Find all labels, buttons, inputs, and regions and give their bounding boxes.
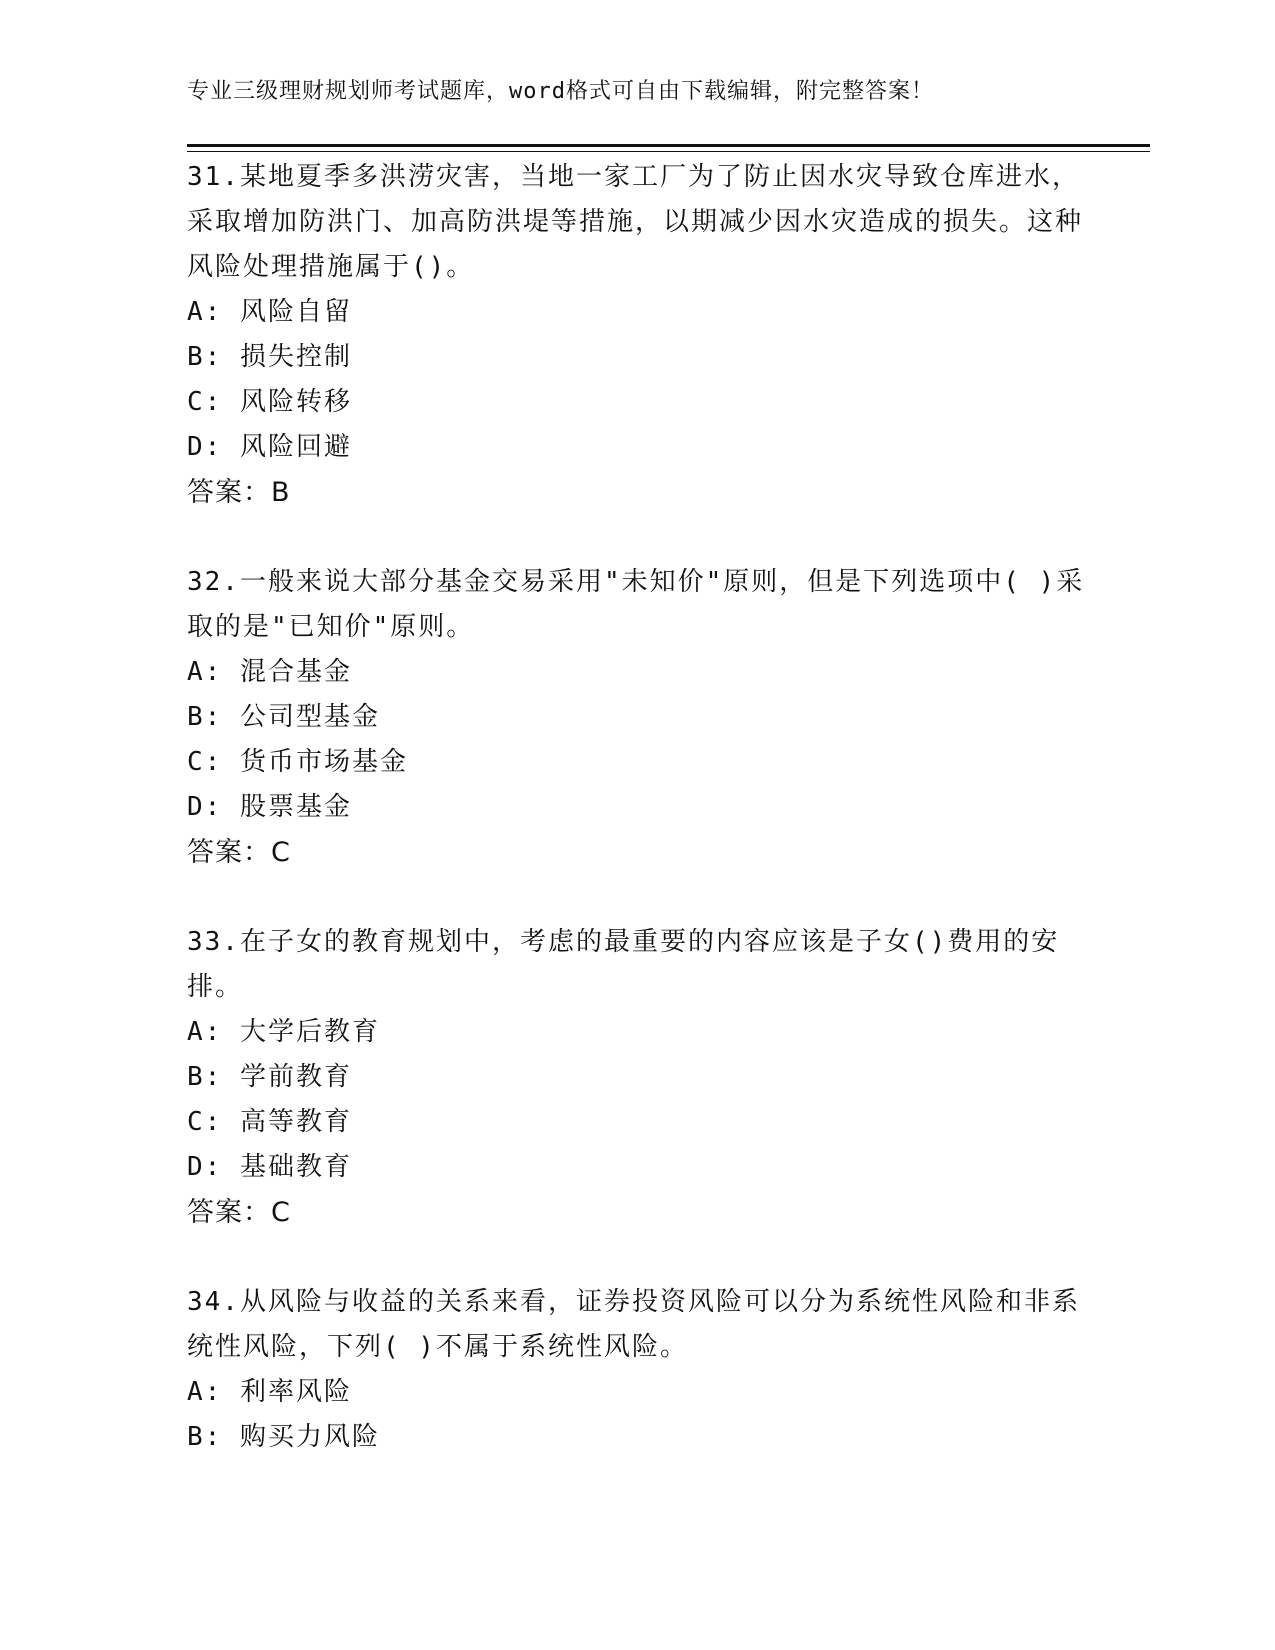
option-d: D: 风险回避: [187, 432, 352, 462]
answer-label: 答案：C: [187, 1197, 291, 1228]
option-a: A: 风险自留: [187, 297, 352, 327]
answer-label: 答案：C: [187, 837, 291, 868]
option-b: B: 购买力风险: [187, 1422, 380, 1452]
option-b: B: 公司型基金: [187, 702, 380, 732]
question-stem: 33.在子女的教育规划中，考虑的最重要的内容应该是子女()费用的安排。: [187, 927, 1060, 1002]
option-c: C: 风险转移: [187, 387, 352, 417]
option-b: B: 损失控制: [187, 342, 352, 372]
question-31: [187, 155, 1087, 515]
question-34: [187, 1280, 1087, 1460]
question-32: [187, 560, 1087, 875]
question-list: [187, 155, 1087, 1505]
option-b: B: 学前教育: [187, 1062, 352, 1092]
header-divider-thin: [187, 151, 1150, 152]
option-d: D: 基础教育: [187, 1152, 352, 1182]
question-stem: 34.从风险与收益的关系来看，证券投资风险可以分为系统性风险和非系统性风险，下列( )不属于系统性风险。: [187, 1287, 1080, 1362]
option-d: D: 股票基金: [187, 792, 352, 822]
option-c: C: 高等教育: [187, 1107, 352, 1137]
answer-label: 答案：B: [187, 477, 291, 508]
question-33: [187, 920, 1087, 1235]
option-a: A: 混合基金: [187, 657, 352, 687]
option-c: C: 货币市场基金: [187, 747, 408, 777]
question-stem: 32.一般来说大部分基金交易采用"未知价"原则，但是下列选项中( )采取的是"已知价"原则。: [187, 567, 1085, 642]
question-stem: 31.某地夏季多洪涝灾害，当地一家工厂为了防止因水灾导致仓库进水，采取增加防洪门、加高防洪堤等措施，以期减少因水灾造成的损失。这种风险处理措施属于()。: [187, 162, 1084, 282]
page-header: 专业三级理财规划师考试题库，word格式可自由下载编辑，附完整答案！: [187, 79, 934, 104]
option-a: A: 利率风险: [187, 1377, 352, 1407]
option-a: A: 大学后教育: [187, 1017, 380, 1047]
header-divider-thick: [187, 144, 1150, 147]
